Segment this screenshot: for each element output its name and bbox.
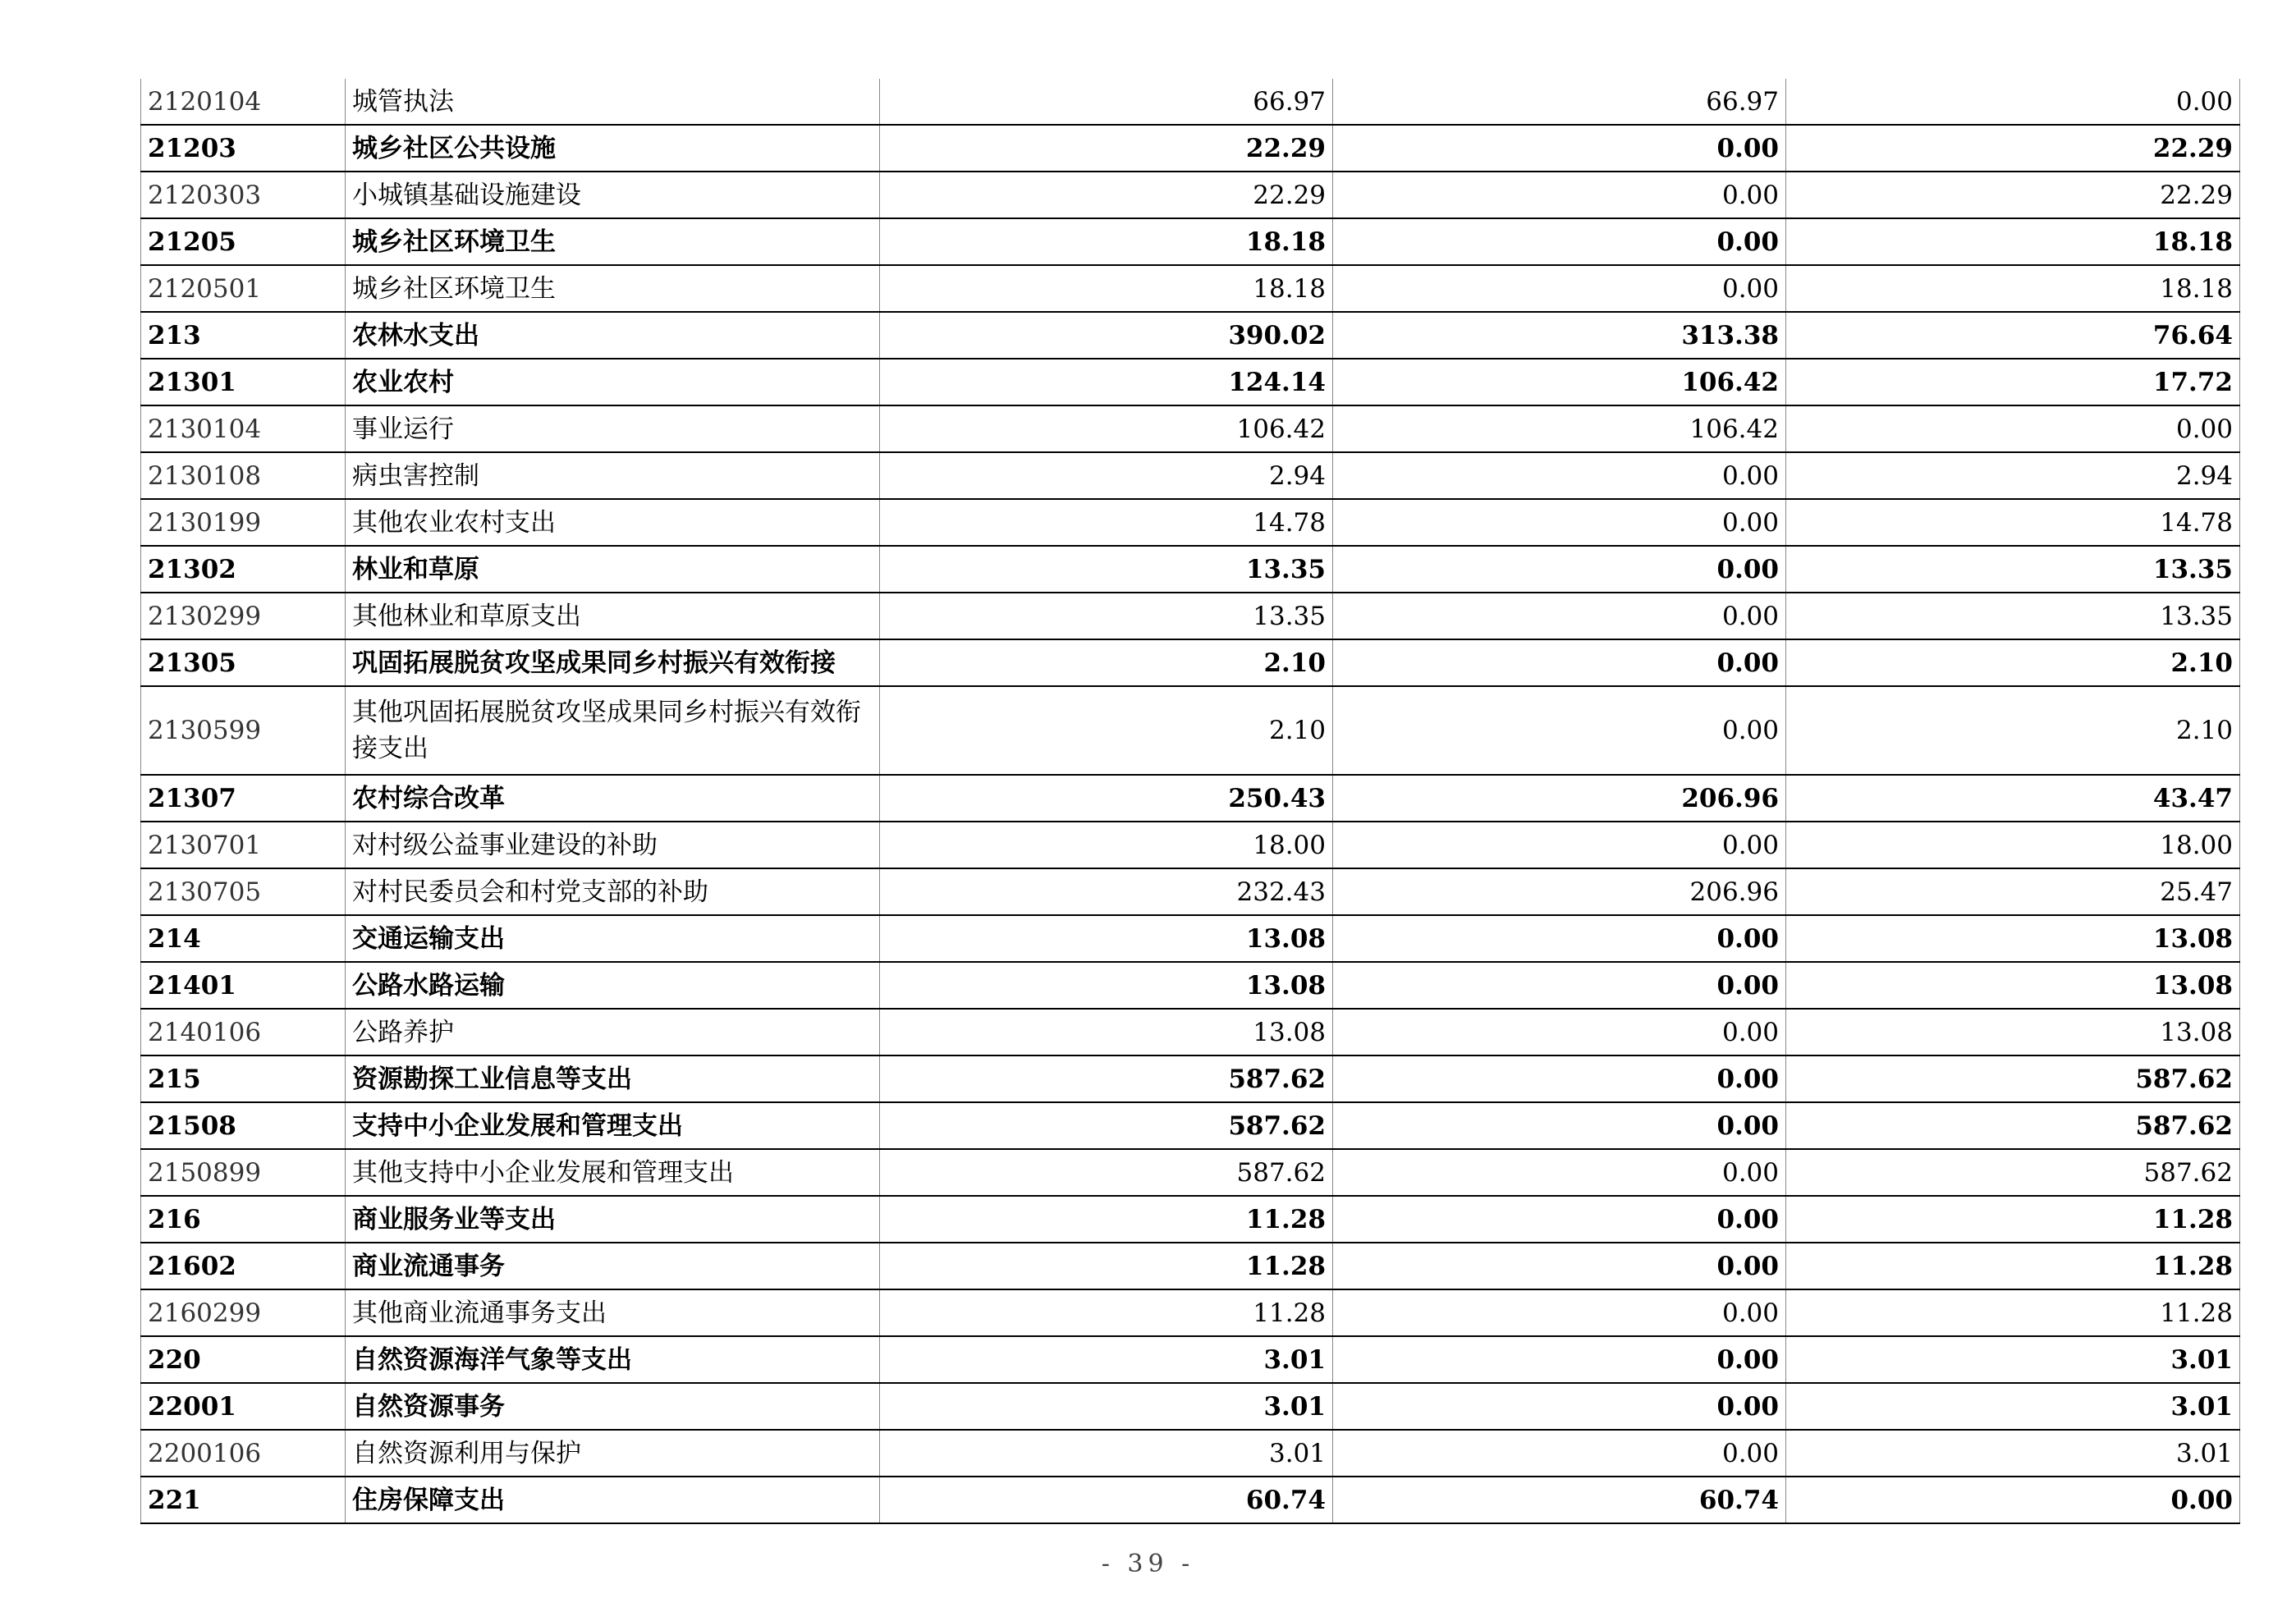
cell-value-3: 587.62 — [1786, 1102, 2240, 1149]
table-row — [141, 265, 2240, 312]
cell-value-2: 0.00 — [1333, 125, 1786, 172]
table-row — [141, 962, 2240, 1009]
cell-value-1: 2.94 — [880, 452, 1333, 499]
cell-name: 其他林业和草原支出 — [346, 593, 880, 639]
cell-value-3: 2.94 — [1786, 452, 2240, 499]
cell-value-1: 60.74 — [880, 1477, 1333, 1523]
table-row — [141, 79, 2240, 125]
cell-value-2: 0.00 — [1333, 1055, 1786, 1102]
table-row — [141, 218, 2240, 265]
cell-name: 交通运输支出 — [346, 915, 880, 962]
cell-name: 对村民委员会和村党支部的补助 — [346, 868, 880, 915]
cell-code: 2140106 — [141, 1009, 346, 1055]
cell-value-1: 18.00 — [880, 822, 1333, 868]
cell-value-3: 13.08 — [1786, 1009, 2240, 1055]
cell-name: 支持中小企业发展和管理支出 — [346, 1102, 880, 1149]
cell-code: 2200106 — [141, 1430, 346, 1477]
cell-value-1: 232.43 — [880, 868, 1333, 915]
cell-value-2: 0.00 — [1333, 1009, 1786, 1055]
cell-value-1: 11.28 — [880, 1289, 1333, 1336]
cell-value-3: 25.47 — [1786, 868, 2240, 915]
cell-name: 公路养护 — [346, 1009, 880, 1055]
cell-name: 病虫害控制 — [346, 452, 880, 499]
cell-code: 2130199 — [141, 499, 346, 546]
cell-name: 商业服务业等支出 — [346, 1196, 880, 1243]
table-row — [141, 593, 2240, 639]
cell-value-1: 3.01 — [880, 1336, 1333, 1383]
cell-code: 2130701 — [141, 822, 346, 868]
cell-value-2: 313.38 — [1333, 312, 1786, 359]
cell-value-3: 0.00 — [1786, 79, 2240, 125]
cell-value-3: 3.01 — [1786, 1430, 2240, 1477]
cell-value-1: 22.29 — [880, 172, 1333, 218]
cell-value-2: 206.96 — [1333, 775, 1786, 822]
cell-value-1: 13.08 — [880, 962, 1333, 1009]
cell-value-3: 11.28 — [1786, 1243, 2240, 1289]
cell-value-2: 206.96 — [1333, 868, 1786, 915]
cell-value-3: 18.18 — [1786, 265, 2240, 312]
cell-code: 220 — [141, 1336, 346, 1383]
cell-value-1: 2.10 — [880, 686, 1333, 775]
cell-value-3: 0.00 — [1786, 405, 2240, 452]
cell-value-3: 2.10 — [1786, 639, 2240, 686]
table-row — [141, 452, 2240, 499]
cell-code: 21401 — [141, 962, 346, 1009]
table-row — [141, 125, 2240, 172]
cell-value-1: 390.02 — [880, 312, 1333, 359]
cell-code: 2120303 — [141, 172, 346, 218]
table-row — [141, 499, 2240, 546]
cell-value-1: 3.01 — [880, 1430, 1333, 1477]
cell-value-2: 0.00 — [1333, 499, 1786, 546]
cell-value-1: 18.18 — [880, 218, 1333, 265]
cell-value-2: 0.00 — [1333, 546, 1786, 593]
table-row — [141, 1102, 2240, 1149]
cell-code: 21205 — [141, 218, 346, 265]
cell-value-3: 13.35 — [1786, 593, 2240, 639]
cell-name: 公路水路运输 — [346, 962, 880, 1009]
cell-name: 小城镇基础设施建设 — [346, 172, 880, 218]
cell-value-2: 0.00 — [1333, 962, 1786, 1009]
cell-value-3: 13.08 — [1786, 962, 2240, 1009]
cell-value-2: 0.00 — [1333, 265, 1786, 312]
cell-value-3: 3.01 — [1786, 1336, 2240, 1383]
cell-value-1: 66.97 — [880, 79, 1333, 125]
cell-code: 215 — [141, 1055, 346, 1102]
table-row — [141, 868, 2240, 915]
cell-code: 2130108 — [141, 452, 346, 499]
cell-value-3: 11.28 — [1786, 1289, 2240, 1336]
table-row — [141, 822, 2240, 868]
cell-value-3: 18.00 — [1786, 822, 2240, 868]
cell-code: 21508 — [141, 1102, 346, 1149]
cell-code: 213 — [141, 312, 346, 359]
cell-name: 自然资源海洋气象等支出 — [346, 1336, 880, 1383]
table-row — [141, 1243, 2240, 1289]
page-number: - 39 - — [1101, 1550, 1195, 1578]
cell-value-2: 66.97 — [1333, 79, 1786, 125]
cell-value-1: 11.28 — [880, 1243, 1333, 1289]
cell-value-1: 13.35 — [880, 546, 1333, 593]
cell-value-1: 22.29 — [880, 125, 1333, 172]
cell-value-1: 13.08 — [880, 915, 1333, 962]
cell-code: 2120501 — [141, 265, 346, 312]
table-row — [141, 359, 2240, 405]
cell-name: 商业流通事务 — [346, 1243, 880, 1289]
cell-value-1: 587.62 — [880, 1055, 1333, 1102]
cell-value-1: 3.01 — [880, 1383, 1333, 1430]
cell-code: 21302 — [141, 546, 346, 593]
table-row — [141, 1289, 2240, 1336]
cell-value-3: 22.29 — [1786, 172, 2240, 218]
cell-value-1: 250.43 — [880, 775, 1333, 822]
cell-code: 22001 — [141, 1383, 346, 1430]
cell-name: 住房保障支出 — [346, 1477, 880, 1523]
table-row — [141, 1149, 2240, 1196]
cell-value-3: 2.10 — [1786, 686, 2240, 775]
cell-value-3: 17.72 — [1786, 359, 2240, 405]
cell-code: 2160299 — [141, 1289, 346, 1336]
cell-value-2: 0.00 — [1333, 1102, 1786, 1149]
cell-value-2: 0.00 — [1333, 1196, 1786, 1243]
cell-name: 自然资源利用与保护 — [346, 1430, 880, 1477]
cell-value-3: 14.78 — [1786, 499, 2240, 546]
table-row — [141, 546, 2240, 593]
cell-value-1: 587.62 — [880, 1102, 1333, 1149]
cell-value-3: 18.18 — [1786, 218, 2240, 265]
cell-value-3: 76.64 — [1786, 312, 2240, 359]
cell-value-3: 0.00 — [1786, 1477, 2240, 1523]
cell-code: 214 — [141, 915, 346, 962]
cell-code: 221 — [141, 1477, 346, 1523]
cell-name: 农村综合改革 — [346, 775, 880, 822]
cell-value-2: 106.42 — [1333, 405, 1786, 452]
expenditure-table — [140, 79, 2240, 1524]
cell-value-2: 0.00 — [1333, 452, 1786, 499]
cell-value-3: 587.62 — [1786, 1055, 2240, 1102]
table-row — [141, 1336, 2240, 1383]
cell-value-2: 106.42 — [1333, 359, 1786, 405]
cell-name: 巩固拓展脱贫攻坚成果同乡村振兴有效衔接 — [346, 639, 880, 686]
cell-name: 农林水支出 — [346, 312, 880, 359]
cell-code: 2130599 — [141, 686, 346, 775]
cell-value-1: 2.10 — [880, 639, 1333, 686]
table-row — [141, 1477, 2240, 1523]
cell-value-2: 0.00 — [1333, 1430, 1786, 1477]
cell-name: 林业和草原 — [346, 546, 880, 593]
expenditure-table-body — [141, 79, 2240, 1523]
cell-name: 其他巩固拓展脱贫攻坚成果同乡村振兴有效衔接支出 — [346, 686, 880, 775]
cell-value-2: 60.74 — [1333, 1477, 1786, 1523]
cell-code: 2130104 — [141, 405, 346, 452]
cell-name: 农业农村 — [346, 359, 880, 405]
table-row — [141, 1383, 2240, 1430]
cell-code: 2150899 — [141, 1149, 346, 1196]
cell-name: 对村级公益事业建设的补助 — [346, 822, 880, 868]
cell-name: 其他农业农村支出 — [346, 499, 880, 546]
cell-value-3: 11.28 — [1786, 1196, 2240, 1243]
cell-value-2: 0.00 — [1333, 1149, 1786, 1196]
cell-value-1: 13.08 — [880, 1009, 1333, 1055]
cell-value-1: 106.42 — [880, 405, 1333, 452]
cell-name: 其他支持中小企业发展和管理支出 — [346, 1149, 880, 1196]
cell-value-2: 0.00 — [1333, 1383, 1786, 1430]
cell-value-2: 0.00 — [1333, 686, 1786, 775]
table-row — [141, 1055, 2240, 1102]
table-row — [141, 775, 2240, 822]
cell-value-2: 0.00 — [1333, 1336, 1786, 1383]
table-row — [141, 312, 2240, 359]
cell-name: 城管执法 — [346, 79, 880, 125]
cell-value-2: 0.00 — [1333, 172, 1786, 218]
cell-value-2: 0.00 — [1333, 822, 1786, 868]
cell-value-3: 13.35 — [1786, 546, 2240, 593]
cell-code: 21305 — [141, 639, 346, 686]
cell-name: 城乡社区公共设施 — [346, 125, 880, 172]
cell-value-2: 0.00 — [1333, 915, 1786, 962]
table-row — [141, 915, 2240, 962]
table-row — [141, 1009, 2240, 1055]
cell-code: 21307 — [141, 775, 346, 822]
cell-name: 城乡社区环境卫生 — [346, 218, 880, 265]
cell-name: 资源勘探工业信息等支出 — [346, 1055, 880, 1102]
cell-name: 事业运行 — [346, 405, 880, 452]
cell-value-1: 13.35 — [880, 593, 1333, 639]
cell-name: 其他商业流通事务支出 — [346, 1289, 880, 1336]
cell-name: 自然资源事务 — [346, 1383, 880, 1430]
cell-code: 21301 — [141, 359, 346, 405]
cell-value-1: 14.78 — [880, 499, 1333, 546]
cell-value-2: 0.00 — [1333, 593, 1786, 639]
cell-value-2: 0.00 — [1333, 1289, 1786, 1336]
cell-value-1: 587.62 — [880, 1149, 1333, 1196]
cell-name: 城乡社区环境卫生 — [346, 265, 880, 312]
cell-code: 2130705 — [141, 868, 346, 915]
cell-value-2: 0.00 — [1333, 639, 1786, 686]
cell-code: 21602 — [141, 1243, 346, 1289]
cell-value-1: 124.14 — [880, 359, 1333, 405]
table-row — [141, 1430, 2240, 1477]
cell-value-3: 3.01 — [1786, 1383, 2240, 1430]
cell-value-2: 0.00 — [1333, 1243, 1786, 1289]
cell-code: 216 — [141, 1196, 346, 1243]
table-row — [141, 686, 2240, 775]
cell-value-1: 11.28 — [880, 1196, 1333, 1243]
table-row — [141, 405, 2240, 452]
cell-value-2: 0.00 — [1333, 218, 1786, 265]
table-row — [141, 1196, 2240, 1243]
cell-value-3: 43.47 — [1786, 775, 2240, 822]
table-row — [141, 639, 2240, 686]
cell-value-3: 587.62 — [1786, 1149, 2240, 1196]
cell-code: 2130299 — [141, 593, 346, 639]
cell-code: 21203 — [141, 125, 346, 172]
table-row — [141, 172, 2240, 218]
cell-value-3: 13.08 — [1786, 915, 2240, 962]
cell-value-3: 22.29 — [1786, 125, 2240, 172]
cell-value-1: 18.18 — [880, 265, 1333, 312]
cell-code: 2120104 — [141, 79, 346, 125]
